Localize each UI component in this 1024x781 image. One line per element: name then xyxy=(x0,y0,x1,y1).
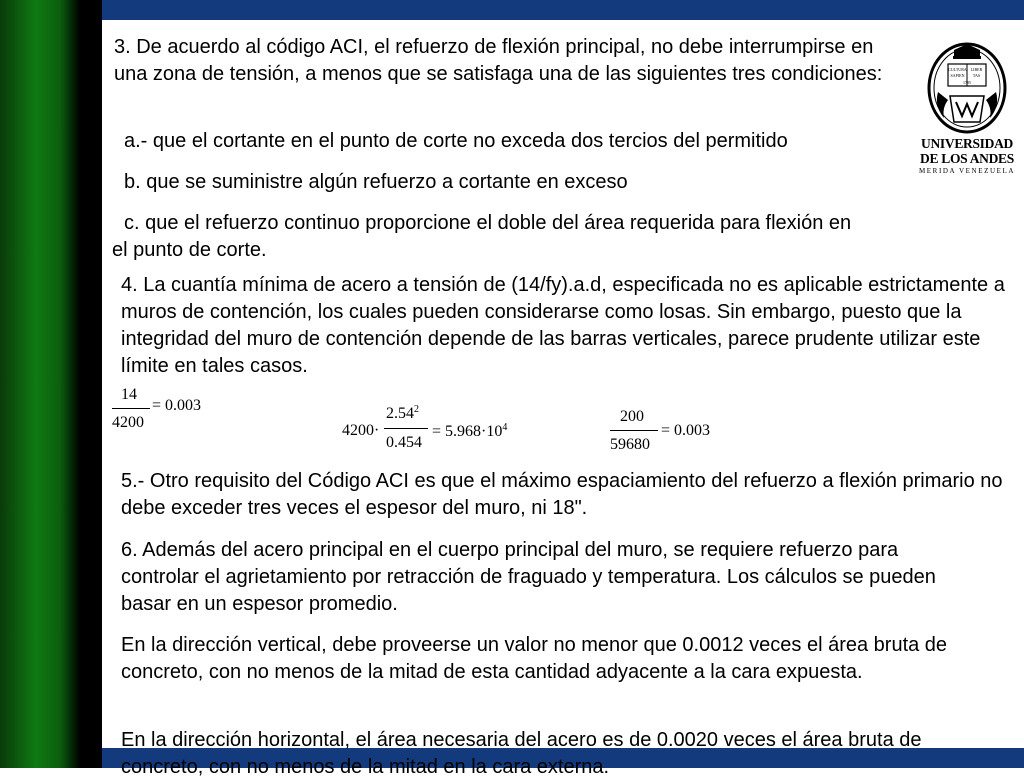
formula3-numerator: 200 xyxy=(620,408,644,425)
paragraph-4: 4. La cuantía mínima de acero a tensión de (14/fy).a.d, especificada no es aplicable estrictamente a muros de contención, los cuales pueden considerarse como losas. Sin embargo, puesto que la integridad del muro de contención depende de las barras verticales, parece prudente utilizar este límite en tales casos. xyxy=(121,274,1005,377)
formula2-result: = $5.968\cdot 10^4$ xyxy=(432,422,508,440)
paragraph-5: 5.- Otro requisito del Código ACI es que el máximo espaciamiento del refuerzo a flexión primario no debe exceder tres veces el espesor del muro, ni 18". xyxy=(121,470,1003,519)
svg-text:CULTURA: CULTURA xyxy=(948,67,967,72)
formula3-result: = 0.003 xyxy=(661,422,711,439)
svg-text:SAPIEN: SAPIEN xyxy=(950,73,965,78)
formula2-numerator-exponent: 2 xyxy=(414,404,419,415)
svg-text:LIBER: LIBER xyxy=(970,67,983,72)
paragraph-3: 3. De acuerdo al código ACI, el refuerzo de flexión principal, no debe interrumpirse en una zona de tensión, a menos que se satisfaga una de las siguientes tres condiciones: xyxy=(114,36,883,85)
formula2-fraction-bar xyxy=(384,428,428,429)
formula2-prefix: 4200· xyxy=(342,422,380,439)
svg-text:TAS: TAS xyxy=(972,73,981,78)
logo-line-3: MERIDA VENEZUELA xyxy=(918,167,1016,175)
sidebar-green-stripe xyxy=(0,0,80,768)
formula3-fraction-bar xyxy=(610,430,658,431)
university-logo xyxy=(918,36,1016,180)
formula1-result: = 0.003 xyxy=(152,397,202,414)
formula1-numerator: 14 xyxy=(121,386,137,403)
formula3-denominator: 59680 xyxy=(610,436,650,453)
formula2-fraction xyxy=(384,404,434,458)
svg-text:1785: 1785 xyxy=(963,80,971,85)
formula2-denominator: 0.454 xyxy=(386,434,422,451)
top-blue-band xyxy=(102,0,1024,20)
paragraph-6: 6. Además del acero principal en el cuerpo principal del muro, se requiere refuerzo para controlar el agrietamiento por retracción de fraguado y temperatura. Los cálculos se pueden basar en un espesor promedio. xyxy=(121,539,936,615)
formula2-result-exponent: 4 xyxy=(502,422,508,433)
paragraph-horizontal-direction: En la dirección horizontal, el área necesaria del acero es de 0.0020 veces el área bruta de concreto, con no menos de la mitad en la cara externa. xyxy=(121,729,922,778)
paragraph-vertical-direction: En la dirección vertical, debe proveerse un valor no menor que 0.0012 veces el área bruta de concreto, con no menos de la mitad de esta cantidad adyacente a la cara expuesta. xyxy=(121,634,948,683)
condition-b: b. que se suministre algún refuerzo a cortante en exceso xyxy=(124,171,628,193)
formula1-fraction-bar xyxy=(112,408,150,409)
formula1-denominator: 4200 xyxy=(112,414,144,431)
condition-a: a.- que el cortante en el punto de corte no exceda dos tercios del permitido xyxy=(124,130,788,152)
sidebar-black-stripe xyxy=(80,0,102,768)
logo-line-2: DE LOS ANDES xyxy=(920,151,1014,166)
university-seal-icon xyxy=(924,36,1010,136)
logo-line-1: UNIVERSIDAD xyxy=(921,136,1013,151)
condition-c: c. que el refuerzo continuo proporcione el doble del área requerida para flexión en el punto de corte. xyxy=(112,212,852,261)
formula2-numerator: 2.54$^2$ xyxy=(386,404,419,422)
